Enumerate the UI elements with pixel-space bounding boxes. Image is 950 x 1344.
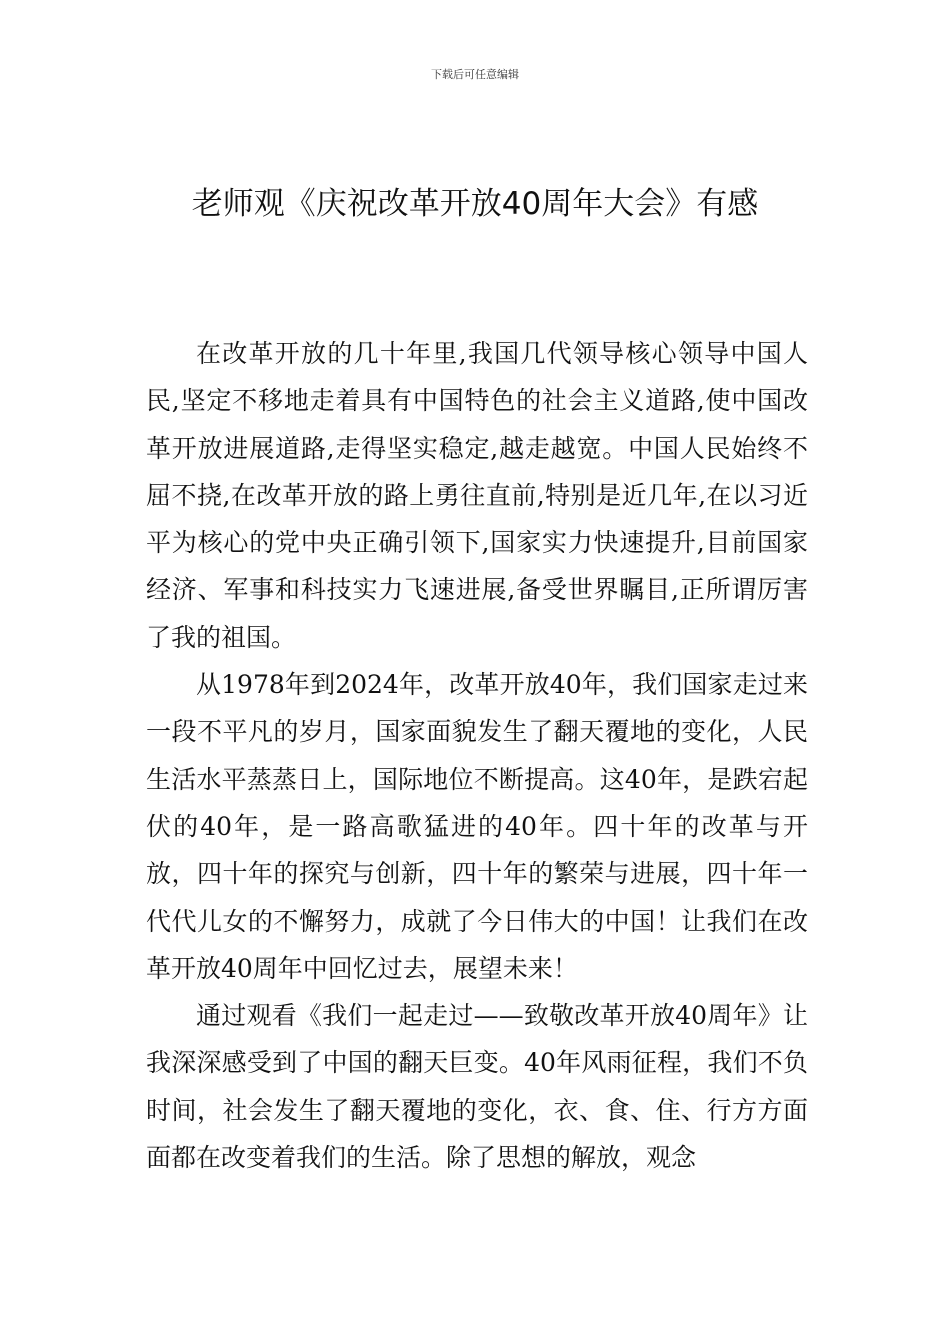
document-title: 老师观《庆祝改革开放40周年大会》有感 — [191, 186, 759, 222]
page-header-note: 下载后可任意编辑 — [431, 68, 519, 81]
paragraph: 从1978年到2024年，改革开放40年，我们国家走过来一段不平凡的岁月，国家面貌发生了翻天覆地的变化，人民生活水平蒸蒸日上，国际地位不断提高。这40年，是跌宕起伏的40年，是一路高歌猛进的40年。四十年的改革与开放，四十年的探究与创新，四十年的繁荣与进展，四十年一代代儿女的不懈努力，成就了今日伟大的中国！让我们在改革开放40周年中回忆过去，展望未来！ — [146, 670, 808, 983]
paragraph: 在改革开放的几十年里,我国几代领导核心领导中国人民,坚定不移地走着具有中国特色的社会主义道路,使中国改革开放进展道路,走得坚实稳定,越走越宽。中国人民始终不屈不挠,在改革开放的路上勇往直前,特别是近几年,在以习近平为核心的党中央正确引领下,国家实力快速提升,目前国家经济、军事和科技实力飞速进展,备受世界瞩目,正所谓厉害了我的祖国。 — [146, 339, 808, 652]
paragraph: 通过观看《我们一起走过——致敬改革开放40周年》让我深深感受到了中国的翻天巨变。40年风雨征程，我们不负时间，社会发生了翻天覆地的变化，衣、食、住、行方方面面都在改变着我们的生活。除了思想的解放，观念 — [146, 1001, 808, 1173]
document-body — [146, 330, 808, 1181]
